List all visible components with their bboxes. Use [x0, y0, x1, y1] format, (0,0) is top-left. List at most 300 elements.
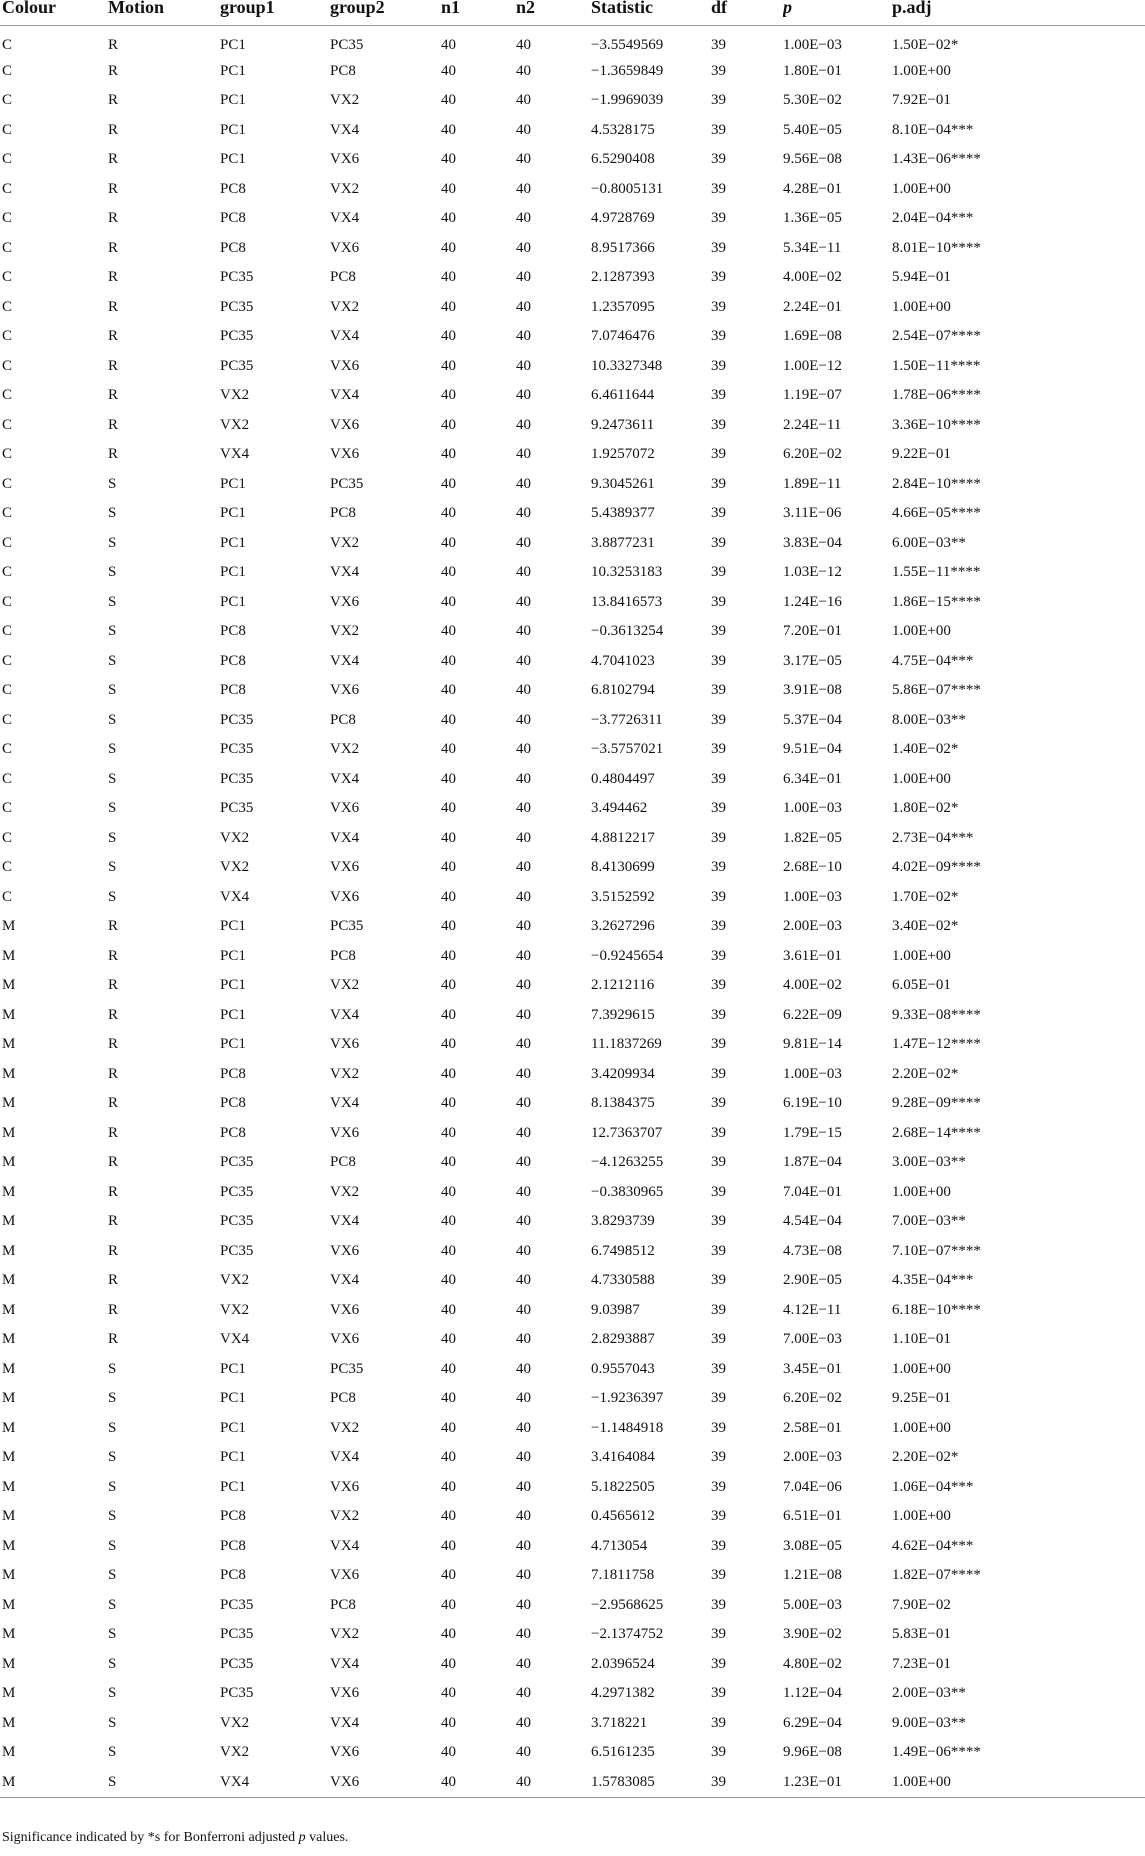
cell-motion: R — [108, 947, 119, 964]
cell-p-adj: 6.18E−10**** — [892, 1301, 981, 1318]
cell-motion: S — [108, 593, 117, 610]
cell-colour: C — [2, 328, 13, 345]
cell-n1: 40 — [441, 1154, 456, 1171]
cell-n2: 40 — [516, 1154, 531, 1171]
cell-df: 39 — [711, 1508, 726, 1525]
cell-n1: 40 — [441, 1773, 456, 1790]
cell-n2: 40 — [516, 121, 531, 138]
cell-group1: VX2 — [220, 1301, 250, 1318]
cell-statistic: −0.3613254 — [591, 623, 664, 640]
cell-motion: S — [108, 1655, 117, 1672]
cell-group1: VX2 — [220, 1744, 250, 1761]
table-row — [0, 617, 1145, 647]
cell-group1: PC35 — [220, 1213, 254, 1230]
cell-n2: 40 — [516, 1685, 531, 1702]
cell-p-adj: 9.22E−01 — [892, 446, 951, 463]
footnote-text-end: values. — [305, 1830, 349, 1845]
cell-n2: 40 — [516, 357, 531, 374]
cell-n2: 40 — [516, 534, 531, 551]
cell-statistic: 4.8812217 — [591, 829, 655, 846]
cell-n1: 40 — [441, 151, 456, 168]
cell-colour: M — [2, 1360, 16, 1377]
cell-n2: 40 — [516, 1242, 531, 1259]
cell-colour: C — [2, 593, 13, 610]
cell-group1: PC1 — [220, 1360, 246, 1377]
cell-statistic: 4.7330588 — [591, 1272, 655, 1289]
cell-df: 39 — [711, 475, 726, 492]
cell-group1: PC8 — [220, 1567, 246, 1584]
cell-group2: VX4 — [330, 652, 360, 669]
cell-n1: 40 — [441, 534, 456, 551]
cell-p: 1.82E−05 — [783, 829, 842, 846]
cell-p-adj: 3.00E−03** — [892, 1154, 966, 1171]
cell-p: 5.30E−02 — [783, 92, 842, 109]
table-row — [0, 440, 1145, 470]
cell-p-adj: 3.40E−02* — [892, 918, 959, 935]
cell-colour: C — [2, 888, 13, 905]
cell-p-adj: 1.50E−11**** — [892, 357, 981, 374]
cell-group2: VX4 — [330, 770, 360, 787]
cell-colour: M — [2, 1065, 16, 1082]
cell-group1: VX4 — [220, 1773, 250, 1790]
cell-colour: M — [2, 1655, 16, 1672]
cell-df: 39 — [711, 357, 726, 374]
header-n1: n1 — [441, 0, 461, 17]
cell-group1: PC1 — [220, 36, 246, 53]
cell-group2: VX6 — [330, 1685, 360, 1702]
cell-group2: PC8 — [330, 711, 356, 728]
cell-p-adj: 4.35E−04*** — [892, 1272, 974, 1289]
cell-df: 39 — [711, 1154, 726, 1171]
cell-p: 3.17E−05 — [783, 652, 842, 669]
cell-df: 39 — [711, 1714, 726, 1731]
cell-n2: 40 — [516, 1065, 531, 1082]
cell-df: 39 — [711, 1419, 726, 1436]
cell-p-adj: 2.20E−02* — [892, 1449, 959, 1466]
cell-group2: PC8 — [330, 1596, 356, 1613]
cell-group1: PC8 — [220, 1065, 246, 1082]
cell-p: 1.80E−01 — [783, 62, 842, 79]
cell-p: 2.00E−03 — [783, 918, 842, 935]
cell-group1: PC35 — [220, 357, 254, 374]
cell-df: 39 — [711, 1331, 726, 1348]
cell-motion: S — [108, 1685, 117, 1702]
cell-p: 4.00E−02 — [783, 269, 842, 286]
cell-statistic: 2.1212116 — [591, 977, 655, 994]
cell-n1: 40 — [441, 269, 456, 286]
cell-p-adj: 2.04E−04*** — [892, 210, 974, 227]
cell-df: 39 — [711, 770, 726, 787]
cell-colour: C — [2, 151, 13, 168]
cell-group1: PC8 — [220, 210, 246, 227]
cell-n2: 40 — [516, 1095, 531, 1112]
cell-n1: 40 — [441, 1036, 456, 1053]
cell-group1: PC1 — [220, 918, 246, 935]
cell-df: 39 — [711, 800, 726, 817]
cell-p-adj: 1.55E−11**** — [892, 564, 981, 581]
cell-colour: C — [2, 269, 13, 286]
cell-statistic: −2.1374752 — [591, 1626, 664, 1643]
cell-p: 7.04E−06 — [783, 1478, 842, 1495]
cell-n1: 40 — [441, 1272, 456, 1289]
cell-p: 3.61E−01 — [783, 947, 842, 964]
cell-p: 5.34E−11 — [783, 239, 842, 256]
cell-df: 39 — [711, 328, 726, 345]
cell-group1: PC1 — [220, 475, 246, 492]
table-row — [0, 971, 1145, 1001]
cell-motion: R — [108, 62, 119, 79]
cell-n1: 40 — [441, 1183, 456, 1200]
cell-group1: PC1 — [220, 947, 246, 964]
cell-p: 1.87E−04 — [783, 1154, 842, 1171]
table-row — [0, 1502, 1145, 1532]
cell-n2: 40 — [516, 92, 531, 109]
cell-n2: 40 — [516, 1301, 531, 1318]
cell-statistic: 3.4164084 — [591, 1449, 655, 1466]
cell-motion: R — [108, 1065, 119, 1082]
table-footnote — [2, 1829, 348, 1847]
cell-group2: VX6 — [330, 1124, 360, 1141]
cell-statistic: −2.9568625 — [591, 1596, 664, 1613]
cell-motion: S — [108, 800, 117, 817]
table-row — [0, 352, 1145, 382]
cell-group1: PC35 — [220, 1596, 254, 1613]
cell-p-adj: 1.40E−02* — [892, 741, 959, 758]
table-row — [0, 145, 1145, 175]
table-row — [0, 942, 1145, 972]
cell-p-adj: 7.00E−03** — [892, 1213, 966, 1230]
cell-p-adj: 4.66E−05**** — [892, 505, 981, 522]
cell-group1: PC35 — [220, 1626, 254, 1643]
table-row — [0, 1030, 1145, 1060]
cell-p: 2.24E−01 — [783, 298, 842, 315]
cell-p: 6.29E−04 — [783, 1714, 842, 1731]
cell-n2: 40 — [516, 1124, 531, 1141]
table-row — [0, 1089, 1145, 1119]
cell-motion: S — [108, 1773, 117, 1790]
cell-motion: R — [108, 269, 119, 286]
cell-group1: PC1 — [220, 1449, 246, 1466]
cell-n1: 40 — [441, 1301, 456, 1318]
cell-group2: VX2 — [330, 92, 360, 109]
cell-p-adj: 1.78E−06**** — [892, 387, 981, 404]
cell-p: 7.00E−03 — [783, 1331, 842, 1348]
cell-df: 39 — [711, 298, 726, 315]
cell-colour: M — [2, 1095, 16, 1112]
header-group1: group1 — [220, 0, 275, 17]
cell-p: 2.68E−10 — [783, 859, 842, 876]
cell-df: 39 — [711, 151, 726, 168]
cell-motion: R — [108, 1272, 119, 1289]
cell-df: 39 — [711, 387, 726, 404]
cell-group2: VX6 — [330, 446, 360, 463]
cell-df: 39 — [711, 1655, 726, 1672]
cell-df: 39 — [711, 62, 726, 79]
cell-motion: S — [108, 505, 117, 522]
cell-motion: R — [108, 210, 119, 227]
cell-n2: 40 — [516, 328, 531, 345]
cell-statistic: 3.5152592 — [591, 888, 655, 905]
cell-p-adj: 2.84E−10**** — [892, 475, 981, 492]
cell-colour: M — [2, 1183, 16, 1200]
cell-motion: R — [108, 918, 119, 935]
cell-df: 39 — [711, 682, 726, 699]
cell-n2: 40 — [516, 947, 531, 964]
cell-motion: R — [108, 416, 119, 433]
cell-motion: R — [108, 1124, 119, 1141]
cell-group1: PC8 — [220, 180, 246, 197]
table-row — [0, 883, 1145, 913]
cell-motion: S — [108, 652, 117, 669]
cell-n2: 40 — [516, 1006, 531, 1023]
cell-n1: 40 — [441, 711, 456, 728]
cell-motion: S — [108, 1744, 117, 1761]
cell-df: 39 — [711, 1036, 726, 1053]
cell-statistic: 8.1384375 — [591, 1095, 655, 1112]
cell-group2: VX4 — [330, 829, 360, 846]
cell-n1: 40 — [441, 1626, 456, 1643]
cell-p-adj: 1.82E−07**** — [892, 1567, 981, 1584]
cell-df: 39 — [711, 92, 726, 109]
cell-motion: R — [108, 1301, 119, 1318]
cell-group1: PC35 — [220, 1685, 254, 1702]
cell-group1: PC1 — [220, 62, 246, 79]
cell-n1: 40 — [441, 92, 456, 109]
cell-colour: C — [2, 387, 13, 404]
cell-df: 39 — [711, 1596, 726, 1613]
cell-group2: VX6 — [330, 682, 360, 699]
cell-p-adj: 1.70E−02* — [892, 888, 959, 905]
cell-group2: VX4 — [330, 210, 360, 227]
cell-group1: PC35 — [220, 800, 254, 817]
cell-group1: PC1 — [220, 593, 246, 610]
cell-group2: VX2 — [330, 1626, 360, 1643]
table-row — [0, 86, 1145, 116]
cell-p: 1.19E−07 — [783, 387, 842, 404]
cell-group2: VX4 — [330, 1714, 360, 1731]
table-row — [0, 1679, 1145, 1709]
cell-n1: 40 — [441, 1596, 456, 1613]
header-p-adj: p.adj — [892, 0, 932, 17]
table-row — [0, 824, 1145, 854]
cell-n2: 40 — [516, 269, 531, 286]
table-row — [0, 1296, 1145, 1326]
cell-motion: R — [108, 1095, 119, 1112]
cell-colour: M — [2, 1567, 16, 1584]
cell-statistic: −4.1263255 — [591, 1154, 664, 1171]
cell-colour: C — [2, 446, 13, 463]
cell-colour: M — [2, 1154, 16, 1171]
cell-group2: VX4 — [330, 387, 360, 404]
cell-df: 39 — [711, 210, 726, 227]
cell-p-adj: 2.20E−02* — [892, 1065, 959, 1082]
cell-n2: 40 — [516, 1567, 531, 1584]
cell-statistic: 4.9728769 — [591, 210, 655, 227]
cell-p-adj: 4.02E−09**** — [892, 859, 981, 876]
cell-n2: 40 — [516, 1773, 531, 1790]
cell-p-adj: 1.00E+00 — [892, 1183, 951, 1200]
cell-statistic: 2.1287393 — [591, 269, 655, 286]
cell-colour: C — [2, 682, 13, 699]
table-row — [0, 706, 1145, 736]
cell-statistic: −0.8005131 — [591, 180, 664, 197]
cell-statistic: 0.4804497 — [591, 770, 655, 787]
cell-motion: R — [108, 1183, 119, 1200]
cell-group1: VX2 — [220, 1272, 250, 1289]
cell-colour: C — [2, 357, 13, 374]
cell-p: 9.81E−14 — [783, 1036, 842, 1053]
cell-n1: 40 — [441, 859, 456, 876]
cell-colour: M — [2, 1626, 16, 1643]
cell-group2: VX2 — [330, 1065, 360, 1082]
table-row — [0, 588, 1145, 618]
cell-n1: 40 — [441, 1744, 456, 1761]
cell-p: 1.12E−04 — [783, 1685, 842, 1702]
cell-colour: C — [2, 859, 13, 876]
cell-df: 39 — [711, 1242, 726, 1259]
table-row — [0, 293, 1145, 323]
cell-p-adj: 1.00E+00 — [892, 1508, 951, 1525]
cell-group2: VX4 — [330, 1272, 360, 1289]
cell-n2: 40 — [516, 416, 531, 433]
cell-group2: PC35 — [330, 475, 364, 492]
cell-p: 1.00E−03 — [783, 1065, 842, 1082]
cell-n2: 40 — [516, 475, 531, 492]
cell-p: 2.90E−05 — [783, 1272, 842, 1289]
cell-df: 39 — [711, 446, 726, 463]
cell-group1: VX2 — [220, 859, 250, 876]
table-row — [0, 234, 1145, 264]
cell-n2: 40 — [516, 800, 531, 817]
cell-group1: PC1 — [220, 534, 246, 551]
cell-n1: 40 — [441, 800, 456, 817]
cell-p: 7.04E−01 — [783, 1183, 842, 1200]
table-row — [0, 1355, 1145, 1385]
cell-colour: M — [2, 977, 16, 994]
cell-n1: 40 — [441, 505, 456, 522]
cell-n2: 40 — [516, 151, 531, 168]
cell-n2: 40 — [516, 918, 531, 935]
cell-p: 1.36E−05 — [783, 210, 842, 227]
cell-colour: C — [2, 180, 13, 197]
cell-colour: M — [2, 1390, 16, 1407]
cell-group2: VX2 — [330, 534, 360, 551]
cell-colour: M — [2, 1685, 16, 1702]
cell-n2: 40 — [516, 1626, 531, 1643]
cell-n1: 40 — [441, 1478, 456, 1495]
cell-statistic: 2.8293887 — [591, 1331, 655, 1348]
cell-p-adj: 1.49E−06**** — [892, 1744, 981, 1761]
cell-p-adj: 1.10E−01 — [892, 1331, 951, 1348]
cell-statistic: 13.8416573 — [591, 593, 663, 610]
cell-p-adj: 2.68E−14**** — [892, 1124, 981, 1141]
cell-group2: VX4 — [330, 1537, 360, 1554]
cell-motion: R — [108, 1331, 119, 1348]
cell-p: 2.58E−01 — [783, 1419, 842, 1436]
cell-group1: VX2 — [220, 416, 250, 433]
cell-p: 6.22E−09 — [783, 1006, 842, 1023]
cell-motion: R — [108, 1213, 119, 1230]
cell-n1: 40 — [441, 1065, 456, 1082]
cell-p-adj: 8.10E−04*** — [892, 121, 974, 138]
cell-group1: PC35 — [220, 269, 254, 286]
cell-colour: M — [2, 1478, 16, 1495]
header-n2: n2 — [516, 0, 536, 17]
cell-group2: PC8 — [330, 269, 356, 286]
cell-p-adj: 3.36E−10**** — [892, 416, 981, 433]
cell-n1: 40 — [441, 918, 456, 935]
cell-group1: VX2 — [220, 1714, 250, 1731]
cell-colour: C — [2, 505, 13, 522]
cell-group2: VX6 — [330, 1242, 360, 1259]
table-row — [0, 1650, 1145, 1680]
cell-colour: M — [2, 1331, 16, 1348]
cell-group2: VX4 — [330, 1449, 360, 1466]
cell-colour: M — [2, 1773, 16, 1790]
cell-motion: R — [108, 977, 119, 994]
cell-n2: 40 — [516, 505, 531, 522]
table-row — [0, 735, 1145, 765]
table-row — [0, 1414, 1145, 1444]
cell-motion: S — [108, 623, 117, 640]
cell-statistic: 4.7041023 — [591, 652, 655, 669]
cell-group2: VX6 — [330, 357, 360, 374]
table-row — [0, 204, 1145, 234]
cell-df: 39 — [711, 1124, 726, 1141]
cell-p: 4.28E−01 — [783, 180, 842, 197]
cell-colour: M — [2, 1272, 16, 1289]
cell-n2: 40 — [516, 1360, 531, 1377]
cell-p: 4.54E−04 — [783, 1213, 842, 1230]
table-row — [0, 765, 1145, 795]
cell-group2: VX2 — [330, 623, 360, 640]
cell-statistic: −1.1484918 — [591, 1419, 664, 1436]
cell-df: 39 — [711, 239, 726, 256]
cell-p: 6.20E−02 — [783, 1390, 842, 1407]
cell-motion: S — [108, 888, 117, 905]
cell-group1: VX4 — [220, 1331, 250, 1348]
cell-n1: 40 — [441, 1360, 456, 1377]
cell-colour: C — [2, 121, 13, 138]
cell-group2: PC8 — [330, 1390, 356, 1407]
cell-group2: PC8 — [330, 1154, 356, 1171]
cell-group1: PC8 — [220, 623, 246, 640]
cell-group1: PC1 — [220, 564, 246, 581]
cell-p: 3.91E−08 — [783, 682, 842, 699]
cell-df: 39 — [711, 269, 726, 286]
cell-statistic: 0.9557043 — [591, 1360, 655, 1377]
cell-colour: C — [2, 239, 13, 256]
cell-colour: M — [2, 1508, 16, 1525]
cell-group2: VX4 — [330, 564, 360, 581]
cell-group1: PC1 — [220, 151, 246, 168]
cell-motion: S — [108, 711, 117, 728]
cell-statistic: 1.9257072 — [591, 446, 655, 463]
table-row — [0, 263, 1145, 293]
cell-n2: 40 — [516, 298, 531, 315]
cell-group1: PC35 — [220, 1183, 254, 1200]
cell-statistic: 3.2627296 — [591, 918, 655, 935]
cell-p: 1.00E−03 — [783, 888, 842, 905]
cell-p-adj: 7.23E−01 — [892, 1655, 951, 1672]
cell-motion: S — [108, 1714, 117, 1731]
cell-p: 2.24E−11 — [783, 416, 842, 433]
cell-n2: 40 — [516, 1655, 531, 1672]
cell-n2: 40 — [516, 623, 531, 640]
cell-group1: PC35 — [220, 711, 254, 728]
cell-colour: C — [2, 36, 13, 53]
cell-n2: 40 — [516, 829, 531, 846]
